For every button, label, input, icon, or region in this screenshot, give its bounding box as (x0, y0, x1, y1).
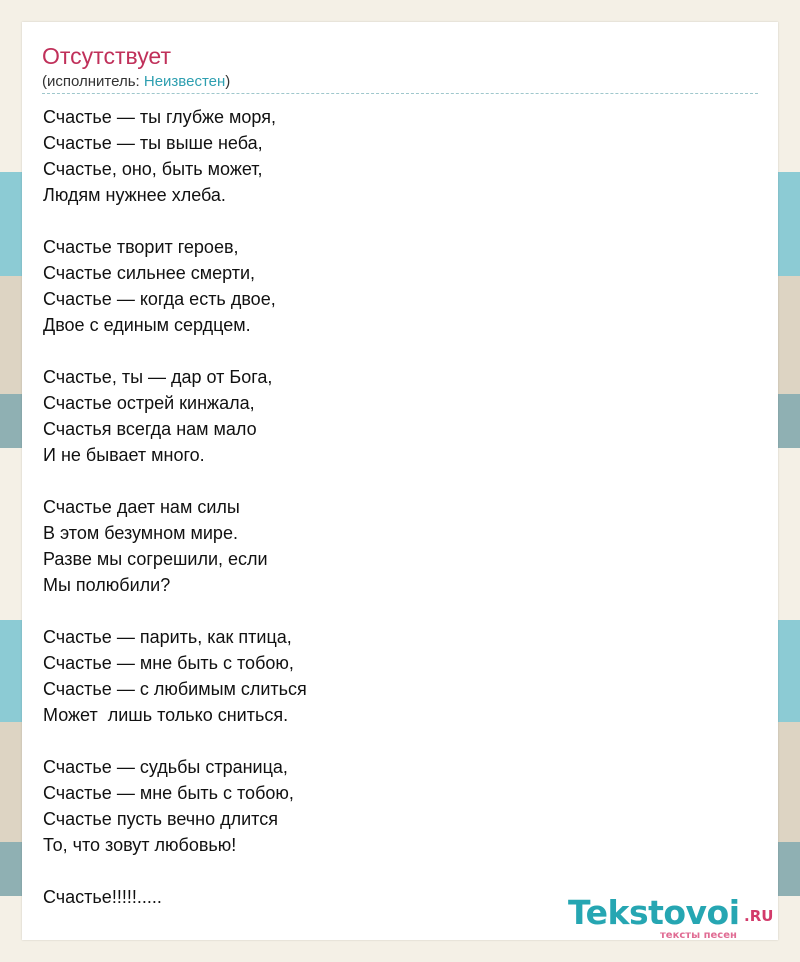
lyrics-line: Счастье — мне быть с тобою, (43, 653, 294, 673)
lyrics-text (43, 104, 307, 936)
lyrics-line: Счастье, ты — дар от Бога, (43, 367, 273, 387)
lyrics-line: Счастье — судьбы страница, (43, 757, 288, 777)
lyrics-stanza (43, 494, 307, 598)
lyrics-stanza (43, 364, 307, 468)
lyrics-line: Счастье острей кинжала, (43, 393, 255, 413)
lyrics-line: Счастье — мне быть с тобою, (43, 783, 294, 803)
lyrics-line: Двое с единым сердцем. (43, 315, 251, 335)
logo-tagline: тексты песен (660, 930, 737, 941)
lyrics-line: В этом безумном мире. (43, 523, 238, 543)
artist-link[interactable]: Неизвестен (143, 73, 226, 90)
lyrics-line: То, что зовут любовью! (43, 835, 237, 855)
lyrics-line: И не бывает много. (43, 445, 205, 465)
lyrics-line: Счастье дает нам силы (43, 497, 240, 517)
title-divider (42, 93, 758, 94)
lyrics-line: Счастье пусть вечно длится (43, 809, 278, 829)
lyrics-line: Разве мы согрешили, если (43, 549, 268, 569)
song-title: Отсутствует (42, 43, 171, 69)
artist-prefix: (исполнитель: (42, 73, 144, 90)
lyrics-stanza (43, 884, 307, 910)
lyrics-card (22, 22, 778, 940)
lyrics-stanza (43, 104, 307, 208)
lyrics-line: Может лишь только сниться. (43, 705, 289, 725)
lyrics-stanza (43, 754, 307, 858)
logo-tld: .RU (744, 907, 774, 925)
site-logo[interactable] (568, 894, 778, 940)
logo-wordmark: Tekstovoi (568, 893, 740, 932)
lyrics-line: Счастье — ты выше неба, (43, 133, 263, 153)
lyrics-line: Счастье — парить, как птица, (43, 627, 292, 647)
lyrics-line: Людям нужнее хлеба. (43, 185, 226, 205)
lyrics-stanza (43, 234, 307, 338)
artist-suffix: ) (225, 73, 231, 90)
lyrics-line: Счастье — когда есть двое, (43, 289, 276, 309)
lyrics-stanza (43, 624, 307, 728)
artist-line (42, 73, 230, 91)
lyrics-line: Счастье!!!!!..... (43, 887, 162, 907)
lyrics-line: Счастье — ты глубже моря, (43, 107, 276, 127)
lyrics-line: Счастье сильнее смерти, (43, 263, 256, 283)
lyrics-line: Мы полюбили? (43, 575, 171, 595)
lyrics-line: Счастья всегда нам мало (43, 419, 257, 439)
lyrics-line: Счастье — с любимым слиться (43, 679, 307, 699)
lyrics-line: Счастье творит героев, (43, 237, 239, 257)
lyrics-line: Счастье, оно, быть может, (43, 159, 263, 179)
